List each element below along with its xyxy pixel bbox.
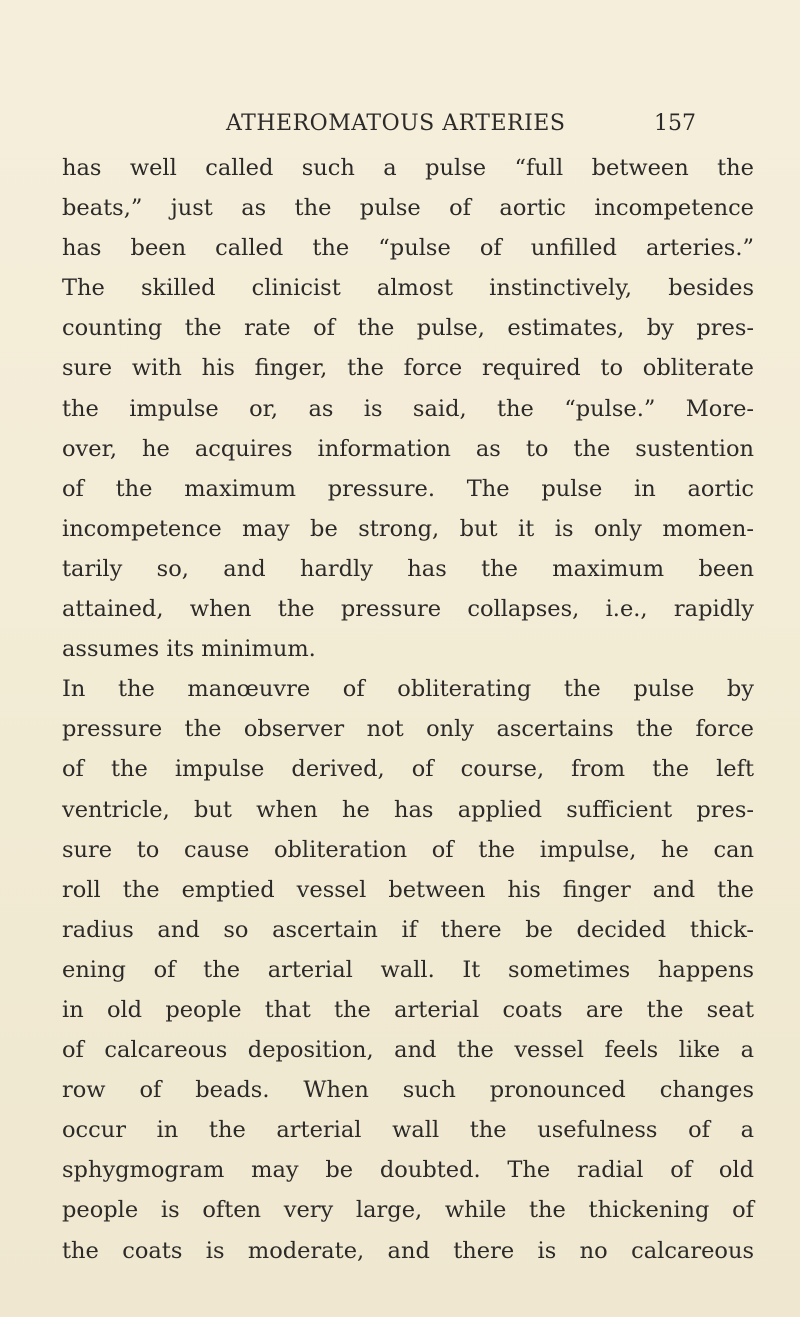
text-line: of the impulse derived, of course, from the left bbox=[62, 756, 754, 783]
text-line: roll the emptied vessel between his finger and the bbox=[62, 876, 754, 903]
text-line: incompetence may be strong, but it is only momen- bbox=[62, 515, 754, 542]
text-line: pressure the observer not only ascertains the force bbox=[62, 716, 754, 743]
text-line: occur in the arterial wall the usefulness of a bbox=[62, 1117, 754, 1144]
text-line: of the maximum pressure. The pulse in aortic bbox=[62, 475, 754, 502]
text-line: has been called the “pulse of unfilled arteries.” bbox=[62, 235, 754, 262]
text-line: ventricle, but when he has applied sufficient pres- bbox=[62, 796, 754, 823]
running-title: ATHEROMATOUS ARTERIES bbox=[226, 111, 566, 136]
text-line: row of beads. When such pronounced changes bbox=[62, 1077, 754, 1104]
text-line: The skilled clinicist almost instinctively, besides bbox=[62, 275, 754, 302]
text-line: over, he acquires information as to the sustention bbox=[62, 435, 754, 462]
text-line: sure with his finger, the force required to obliterate bbox=[62, 355, 754, 382]
text-line: ening of the arterial wall. It sometimes happens bbox=[62, 956, 754, 983]
text-line: beats,” just as the pulse of aortic incompetence bbox=[62, 195, 754, 222]
text-line: the coats is moderate, and there is no calcareous bbox=[62, 1237, 754, 1264]
text-line: attained, when the pressure collapses, i.e., rapidly bbox=[62, 596, 754, 623]
running-header bbox=[0, 106, 800, 142]
text-line: sure to cause obliteration of the impulse, he can bbox=[62, 836, 754, 863]
text-line: tarily so, and hardly has the maximum been bbox=[62, 555, 754, 582]
text-line: people is often very large, while the thickening of bbox=[62, 1197, 754, 1224]
text-line: sphygmogram may be doubted. The radial of old bbox=[62, 1157, 754, 1184]
paragraph-end-line: assumes its minimum. bbox=[62, 636, 316, 663]
text-line: radius and so ascertain if there be decided thick- bbox=[62, 916, 754, 943]
text-line: has well called such a pulse “full between the bbox=[62, 155, 754, 181]
text-line: the impulse or, as is said, the “pulse.” More- bbox=[62, 395, 754, 422]
body-text bbox=[62, 148, 754, 1271]
text-line: of calcareous deposition, and the vessel feels like a bbox=[62, 1037, 754, 1064]
page-number: 157 bbox=[654, 111, 696, 136]
text-line: counting the rate of the pulse, estimates, by pres- bbox=[62, 315, 754, 342]
text-line: in old people that the arterial coats are the seat bbox=[62, 996, 754, 1023]
paragraph-start-line: In the manœuvre of obliterating the pulse by bbox=[62, 676, 754, 703]
